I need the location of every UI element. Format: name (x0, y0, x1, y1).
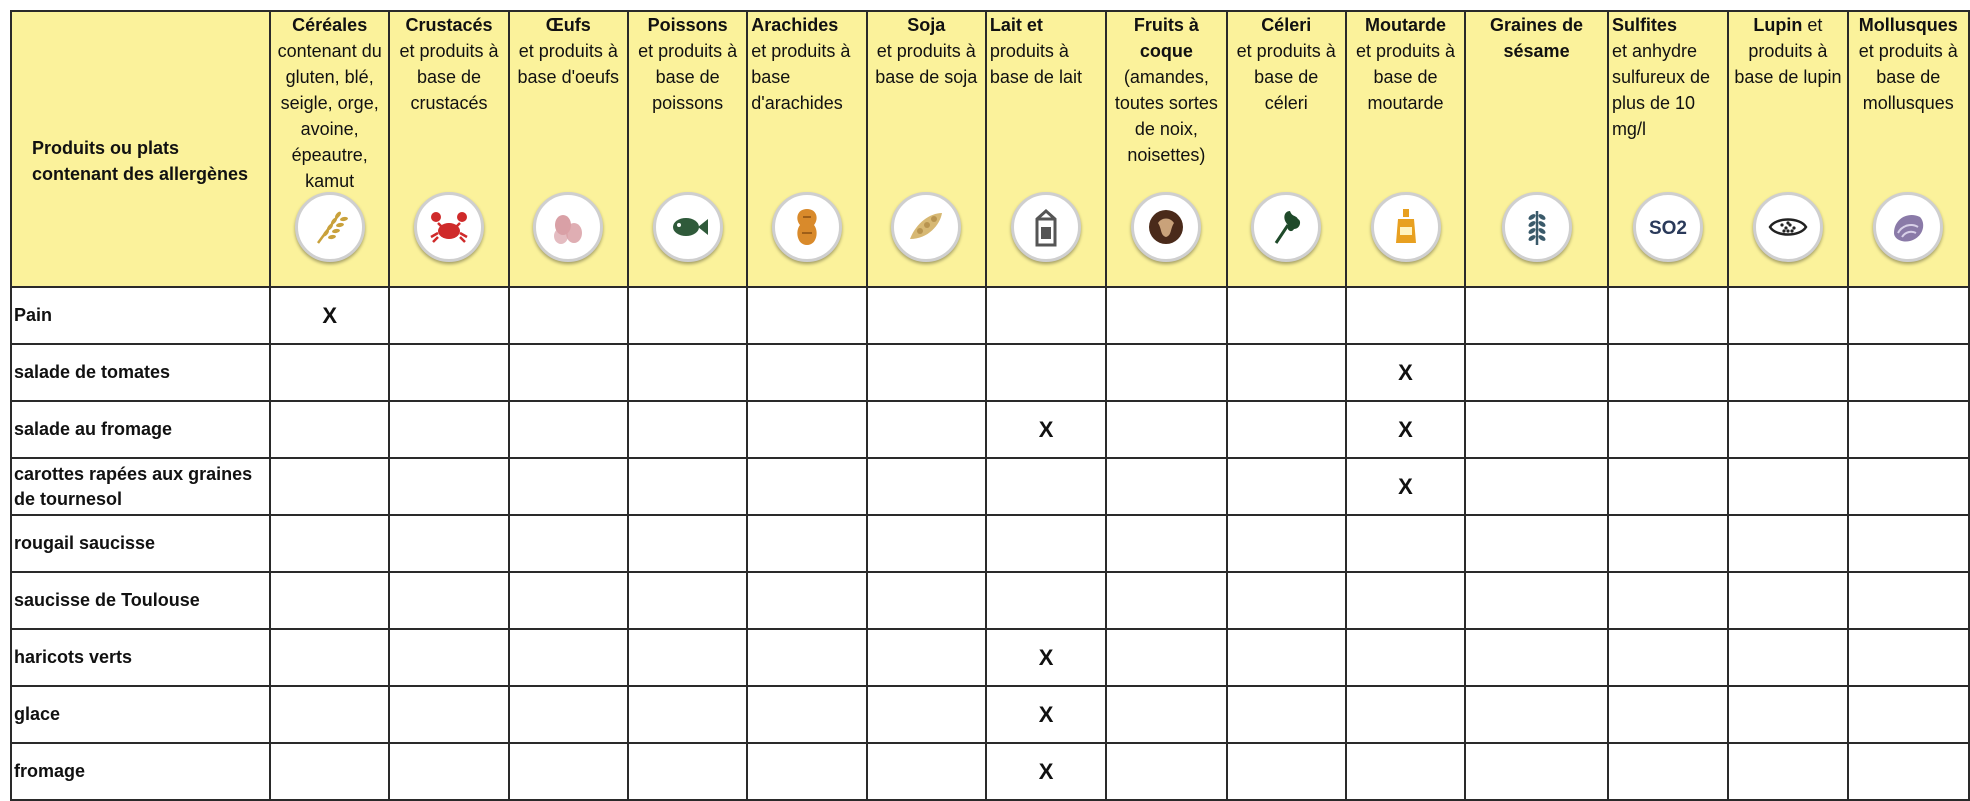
column-header-text (1729, 12, 1846, 90)
column-header-lait (986, 11, 1106, 287)
allergen-cell-mollusques (1848, 515, 1969, 572)
allergen-cell-mollusques (1848, 743, 1969, 800)
allergen-cell-arachides (747, 686, 866, 743)
allergen-cell-lupin (1728, 629, 1847, 686)
table-row (11, 743, 1969, 800)
column-subtitle: et produits à base de lupin (1734, 15, 1842, 87)
column-header-sesame (1465, 11, 1608, 287)
allergen-cell-arachides (747, 515, 866, 572)
allergen-cell-arachides (747, 629, 866, 686)
allergen-cell-lupin (1728, 743, 1847, 800)
row-product-name: rougail saucisse (11, 515, 270, 572)
allergen-cell-sulfites (1608, 515, 1728, 572)
allergen-cell-oeufs (509, 629, 628, 686)
allergen-cell-poissons (628, 287, 747, 344)
sesame-icon (1502, 192, 1572, 262)
allergen-cell-sesame (1465, 401, 1608, 458)
column-title: Lupin (1753, 15, 1803, 35)
table-row (11, 572, 1969, 629)
allergen-cell-fruits (1106, 287, 1226, 344)
nut-icon (1131, 192, 1201, 262)
allergen-cell-crustaces (389, 401, 508, 458)
soy-icon (891, 192, 961, 262)
allergen-cell-crustaces (389, 629, 508, 686)
allergen-cell-sesame (1465, 686, 1608, 743)
allergen-cell-sulfites (1608, 743, 1728, 800)
allergen-cell-fruits (1106, 629, 1226, 686)
column-header-poissons (628, 11, 747, 287)
lupin-icon (1753, 192, 1823, 262)
allergen-cell-mollusques (1848, 458, 1969, 515)
table-row (11, 458, 1969, 515)
allergen-cell-celeri (1227, 515, 1346, 572)
allergen-cell-soja (867, 287, 986, 344)
table-row (11, 515, 1969, 572)
column-title: Soja (907, 15, 946, 35)
column-header-text (629, 12, 746, 116)
allergen-cell-mollusques (1848, 287, 1969, 344)
celery-icon (1251, 192, 1321, 262)
allergen-cell-soja (867, 743, 986, 800)
column-header-text (1347, 12, 1464, 116)
svg-text:SO2: SO2 (1649, 218, 1688, 239)
allergen-cell-moutarde: X (1346, 458, 1465, 515)
allergen-cell-lupin (1728, 344, 1847, 401)
row-product-name: glace (11, 686, 270, 743)
table-row (11, 344, 1969, 401)
allergen-cell-mollusques (1848, 629, 1969, 686)
column-title: Lait et (989, 15, 1043, 35)
allergen-cell-crustaces (389, 572, 508, 629)
milk-carton-icon (1011, 192, 1081, 262)
allergen-cell-sesame (1465, 458, 1608, 515)
allergen-cell-poissons (628, 743, 747, 800)
allergen-cell-crustaces (389, 686, 508, 743)
allergen-cell-celeri (1227, 401, 1346, 458)
allergen-cell-arachides (747, 344, 866, 401)
corner-label-line-2: contenant des allergènes (32, 164, 249, 184)
allergen-cell-lait (986, 458, 1106, 515)
allergen-cell-sulfites (1608, 344, 1728, 401)
column-subtitle: et produits à base de soja (875, 41, 978, 87)
corner-label (12, 135, 269, 187)
allergen-cell-celeri (1227, 743, 1346, 800)
allergen-cell-fruits (1106, 458, 1226, 515)
allergen-cell-mollusques (1848, 572, 1969, 629)
column-header-cereales (270, 11, 389, 287)
column-header-fruits (1106, 11, 1226, 287)
allergen-cell-cereales (270, 515, 389, 572)
allergen-cell-poissons (628, 572, 747, 629)
column-header-oeufs (509, 11, 628, 287)
corner-label-line-1: Produits ou plats (32, 138, 180, 158)
allergen-cell-moutarde: X (1346, 344, 1465, 401)
allergen-cell-lait: X (986, 743, 1106, 800)
allergen-cell-lupin (1728, 401, 1847, 458)
column-header-text (390, 12, 507, 116)
column-header-text (1228, 12, 1345, 116)
column-subtitle: contenant du gluten, blé, seigle, orge, avoine, épeautre, kamut (277, 41, 382, 191)
allergen-cell-sesame (1465, 287, 1608, 344)
column-title: Graines de sésame (1490, 15, 1584, 61)
allergen-cell-soja (867, 458, 986, 515)
allergen-cell-cereales (270, 344, 389, 401)
column-subtitle: et produits à base de mollusques (1858, 41, 1958, 113)
so2-icon (1633, 192, 1703, 262)
allergen-cell-celeri (1227, 458, 1346, 515)
mustard-icon (1371, 192, 1441, 262)
row-product-name: salade de tomates (11, 344, 270, 401)
allergen-cell-crustaces (389, 458, 508, 515)
allergen-cell-soja (867, 515, 986, 572)
allergen-cell-poissons (628, 401, 747, 458)
allergen-cell-oeufs (509, 572, 628, 629)
allergen-cell-moutarde (1346, 629, 1465, 686)
column-title: Fruits à coque (1133, 15, 1199, 61)
allergen-cell-mollusques (1848, 686, 1969, 743)
allergen-cell-oeufs (509, 743, 628, 800)
column-header-text (748, 12, 865, 116)
allergen-cell-celeri (1227, 686, 1346, 743)
allergen-cell-lait (986, 515, 1106, 572)
allergen-cell-mollusques (1848, 344, 1969, 401)
allergen-cell-sulfites (1608, 686, 1728, 743)
allergen-cell-cereales (270, 572, 389, 629)
allergen-cell-poissons (628, 629, 747, 686)
column-title: Arachides (751, 15, 839, 35)
column-header-text (1466, 12, 1607, 64)
column-subtitle: et produits à base de céleri (1236, 41, 1336, 113)
crab-icon (414, 192, 484, 262)
column-subtitle: et produits à base de poissons (638, 41, 738, 113)
row-product-name: Pain (11, 287, 270, 344)
column-header-crustaces (389, 11, 508, 287)
allergen-cell-mollusques (1848, 401, 1969, 458)
allergen-cell-soja (867, 344, 986, 401)
column-title: Céleri (1261, 15, 1312, 35)
eggs-icon (533, 192, 603, 262)
allergen-cell-cereales (270, 686, 389, 743)
allergen-cell-celeri (1227, 287, 1346, 344)
peanut-icon (772, 192, 842, 262)
allergen-cell-oeufs (509, 287, 628, 344)
allergen-cell-arachides (747, 287, 866, 344)
allergen-cell-lupin (1728, 572, 1847, 629)
allergen-table (10, 10, 1970, 801)
corner-header (11, 11, 270, 287)
allergen-cell-crustaces (389, 287, 508, 344)
allergen-cell-sulfites (1608, 572, 1728, 629)
allergen-cell-oeufs (509, 458, 628, 515)
allergen-cell-arachides (747, 458, 866, 515)
allergen-cell-sesame (1465, 572, 1608, 629)
column-subtitle: et produits à base de moutarde (1355, 41, 1456, 113)
column-header-sulfites (1608, 11, 1728, 287)
allergen-cell-moutarde: X (1346, 401, 1465, 458)
column-title: Crustacés (405, 15, 493, 35)
allergen-cell-poissons (628, 515, 747, 572)
table-row (11, 629, 1969, 686)
row-product-name: salade au fromage (11, 401, 270, 458)
allergen-cell-lait: X (986, 401, 1106, 458)
column-header-text (987, 12, 1105, 90)
allergen-cell-oeufs (509, 515, 628, 572)
allergen-cell-lupin (1728, 686, 1847, 743)
allergen-cell-oeufs (509, 686, 628, 743)
column-subtitle: (amandes, toutes sortes de noix, noisettes) (1114, 67, 1218, 165)
allergen-cell-lupin (1728, 287, 1847, 344)
table-row (11, 686, 1969, 743)
allergen-cell-lait (986, 287, 1106, 344)
allergen-cell-lait: X (986, 629, 1106, 686)
table-row (11, 287, 1969, 344)
column-header-text (1849, 12, 1968, 116)
allergen-cell-cereales (270, 401, 389, 458)
allergen-cell-fruits (1106, 515, 1226, 572)
row-product-name: haricots verts (11, 629, 270, 686)
allergen-cell-sulfites (1608, 458, 1728, 515)
allergen-cell-lupin (1728, 515, 1847, 572)
allergen-cell-moutarde (1346, 515, 1465, 572)
allergen-cell-sulfites (1608, 287, 1728, 344)
allergen-cell-arachides (747, 743, 866, 800)
allergen-cell-moutarde (1346, 287, 1465, 344)
row-product-name: fromage (11, 743, 270, 800)
allergen-cell-celeri (1227, 572, 1346, 629)
allergen-cell-sesame (1465, 743, 1608, 800)
allergen-cell-sesame (1465, 629, 1608, 686)
allergen-cell-celeri (1227, 629, 1346, 686)
allergen-cell-poissons (628, 458, 747, 515)
allergen-cell-arachides (747, 401, 866, 458)
column-subtitle: produits à base de lait (989, 41, 1082, 87)
column-title: Sulfites (1611, 15, 1677, 35)
row-product-name: saucisse de Toulouse (11, 572, 270, 629)
column-subtitle: et produits à base d'arachides (751, 41, 851, 113)
wheat-icon (295, 192, 365, 262)
allergen-cell-soja (867, 686, 986, 743)
column-title: Poissons (647, 15, 728, 35)
allergen-cell-arachides (747, 572, 866, 629)
column-header-mollusques (1848, 11, 1969, 287)
allergen-cell-fruits (1106, 401, 1226, 458)
allergen-cell-moutarde (1346, 743, 1465, 800)
allergen-cell-poissons (628, 686, 747, 743)
allergen-cell-cereales (270, 458, 389, 515)
column-header-celeri (1227, 11, 1346, 287)
column-header-arachides (747, 11, 866, 287)
allergen-cell-cereales (270, 629, 389, 686)
allergen-cell-crustaces (389, 344, 508, 401)
row-product-name: carottes rapées aux graines de tournesol (11, 458, 270, 515)
column-subtitle: et produits à base de crustacés (399, 41, 499, 113)
allergen-cell-fruits (1106, 743, 1226, 800)
allergen-cell-crustaces (389, 515, 508, 572)
allergen-cell-lait (986, 344, 1106, 401)
fish-icon (653, 192, 723, 262)
header-row (11, 11, 1969, 287)
column-subtitle: et anhydre sulfureux de plus de 10 mg/l (1611, 41, 1710, 139)
column-title: Céréales (292, 15, 368, 35)
allergen-cell-moutarde (1346, 572, 1465, 629)
column-header-text (868, 12, 985, 90)
column-header-lupin (1728, 11, 1847, 287)
column-title: Mollusques (1858, 15, 1958, 35)
shell-icon (1873, 192, 1943, 262)
column-header-text (1609, 12, 1727, 142)
allergen-cell-soja (867, 401, 986, 458)
allergen-cell-oeufs (509, 344, 628, 401)
allergen-cell-poissons (628, 344, 747, 401)
allergen-cell-sesame (1465, 344, 1608, 401)
column-header-text (1107, 12, 1225, 168)
column-title: Moutarde (1365, 15, 1447, 35)
allergen-cell-sesame (1465, 515, 1608, 572)
allergen-cell-fruits (1106, 572, 1226, 629)
allergen-cell-crustaces (389, 743, 508, 800)
allergen-cell-celeri (1227, 344, 1346, 401)
allergen-cell-moutarde (1346, 686, 1465, 743)
column-header-moutarde (1346, 11, 1465, 287)
table-row (11, 401, 1969, 458)
column-header-text (510, 12, 627, 90)
allergen-cell-soja (867, 629, 986, 686)
allergen-cell-sulfites (1608, 401, 1728, 458)
allergen-cell-cereales (270, 743, 389, 800)
column-header-text (271, 12, 388, 194)
allergen-cell-lupin (1728, 458, 1847, 515)
allergen-cell-lait: X (986, 686, 1106, 743)
allergen-cell-lait (986, 572, 1106, 629)
allergen-cell-soja (867, 572, 986, 629)
allergen-cell-fruits (1106, 344, 1226, 401)
allergen-cell-fruits (1106, 686, 1226, 743)
column-header-soja (867, 11, 986, 287)
column-title: Œufs (545, 15, 591, 35)
allergen-cell-oeufs (509, 401, 628, 458)
column-subtitle: et produits à base d'oeufs (517, 41, 620, 87)
allergen-cell-cereales: X (270, 287, 389, 344)
allergen-cell-sulfites (1608, 629, 1728, 686)
